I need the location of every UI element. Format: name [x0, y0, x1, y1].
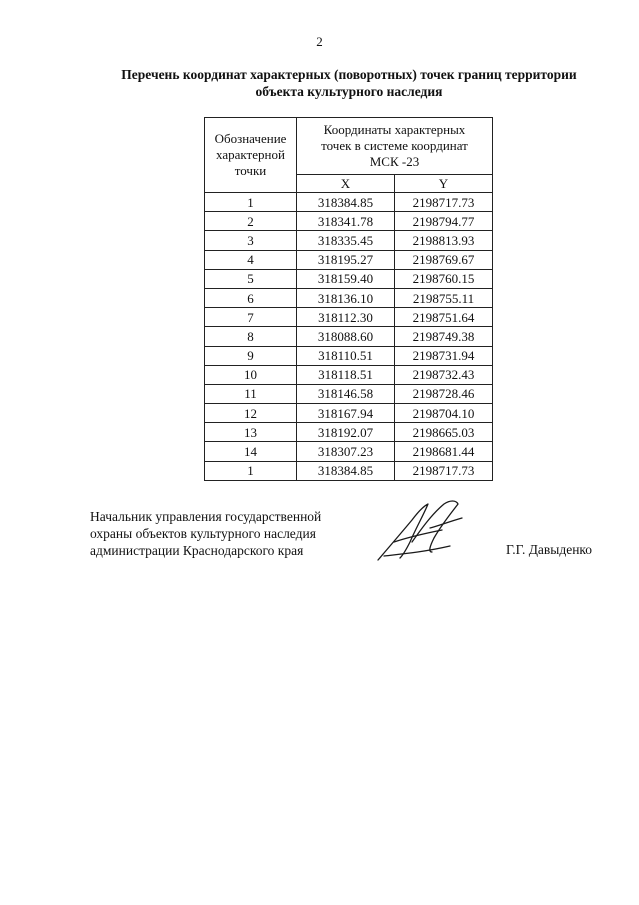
table-row [205, 327, 493, 346]
cell-x-coordinate: 318192.07 [297, 423, 395, 442]
cell-x-coordinate: 318112.30 [297, 308, 395, 327]
header-point-line: Обозначение [214, 131, 287, 146]
handwritten-signature [372, 498, 472, 569]
cell-x-coordinate: 318384.85 [297, 193, 395, 212]
cell-point-number: 1 [205, 461, 297, 480]
cell-y-coordinate: 2198717.73 [395, 193, 493, 212]
header-coords-line: точек в системе координат [321, 138, 468, 153]
header-coordinates [297, 118, 493, 175]
cell-point-number: 12 [205, 404, 297, 423]
cell-y-coordinate: 2198751.64 [395, 308, 493, 327]
cell-y-coordinate: 2198731.94 [395, 346, 493, 365]
cell-point-number: 9 [205, 346, 297, 365]
table-row [205, 212, 493, 231]
signatory-name: Г.Г. Давыденко [506, 542, 593, 557]
cell-x-coordinate: 318110.51 [297, 346, 395, 365]
table-row [205, 193, 493, 212]
cell-y-coordinate: 2198728.46 [395, 384, 493, 403]
cell-point-number: 10 [205, 365, 297, 384]
cell-x-coordinate: 318159.40 [297, 269, 395, 288]
cell-y-coordinate: 2198755.11 [395, 288, 493, 307]
signatory-title-line: администрации Краснодарского края [90, 543, 304, 558]
cell-x-coordinate: 318341.78 [297, 212, 395, 231]
cell-y-coordinate: 2198717.73 [395, 461, 493, 480]
header-coords-line: Координаты характерных [323, 122, 466, 137]
document-title [60, 66, 638, 100]
cell-x-coordinate: 318088.60 [297, 327, 395, 346]
coordinates-table [204, 117, 493, 481]
cell-point-number: 11 [205, 384, 297, 403]
table-row [205, 442, 493, 461]
cell-y-coordinate: 2198732.43 [395, 365, 493, 384]
table-row [205, 250, 493, 269]
coordinates-table-body [205, 193, 493, 481]
table-row [205, 269, 493, 288]
header-point-designation [205, 118, 297, 193]
cell-point-number: 5 [205, 269, 297, 288]
table-row [205, 423, 493, 442]
cell-x-coordinate: 318307.23 [297, 442, 395, 461]
header-point-line: характерной [216, 147, 285, 162]
table-row [205, 308, 493, 327]
header-y: Y [395, 175, 493, 193]
header-x: X [297, 175, 395, 193]
cell-x-coordinate: 318118.51 [297, 365, 395, 384]
header-coords-line: МСК -23 [369, 154, 420, 169]
cell-point-number: 7 [205, 308, 297, 327]
table-row [205, 384, 493, 403]
cell-y-coordinate: 2198749.38 [395, 327, 493, 346]
signatory-title-line: Начальник управления государственной [90, 509, 322, 524]
cell-point-number: 8 [205, 327, 297, 346]
signatory-title-line: охраны объектов культурного наследия [90, 526, 316, 541]
title-line-2: объекта культурного наследия [255, 84, 443, 99]
table-row [205, 346, 493, 365]
cell-x-coordinate: 318335.45 [297, 231, 395, 250]
cell-point-number: 2 [205, 212, 297, 231]
cell-x-coordinate: 318136.10 [297, 288, 395, 307]
table-row [205, 404, 493, 423]
page-number: 2 [316, 34, 323, 49]
cell-x-coordinate: 318195.27 [297, 250, 395, 269]
cell-x-coordinate: 318167.94 [297, 404, 395, 423]
cell-y-coordinate: 2198704.10 [395, 404, 493, 423]
header-point-line: точки [234, 163, 267, 178]
cell-x-coordinate: 318384.85 [297, 461, 395, 480]
cell-y-coordinate: 2198665.03 [395, 423, 493, 442]
table-row [205, 288, 493, 307]
table-row [205, 231, 493, 250]
table-row [205, 461, 493, 480]
cell-point-number: 1 [205, 193, 297, 212]
cell-y-coordinate: 2198681.44 [395, 442, 493, 461]
cell-y-coordinate: 2198794.77 [395, 212, 493, 231]
cell-point-number: 6 [205, 288, 297, 307]
cell-y-coordinate: 2198760.15 [395, 269, 493, 288]
title-line-1: Перечень координат характерных (поворотных) точек границ территории [121, 67, 577, 82]
cell-y-coordinate: 2198769.67 [395, 250, 493, 269]
cell-x-coordinate: 318146.58 [297, 384, 395, 403]
cell-point-number: 4 [205, 250, 297, 269]
cell-y-coordinate: 2198813.93 [395, 231, 493, 250]
cell-point-number: 14 [205, 442, 297, 461]
table-row [205, 365, 493, 384]
signatory-title [90, 508, 321, 559]
cell-point-number: 13 [205, 423, 297, 442]
cell-point-number: 3 [205, 231, 297, 250]
